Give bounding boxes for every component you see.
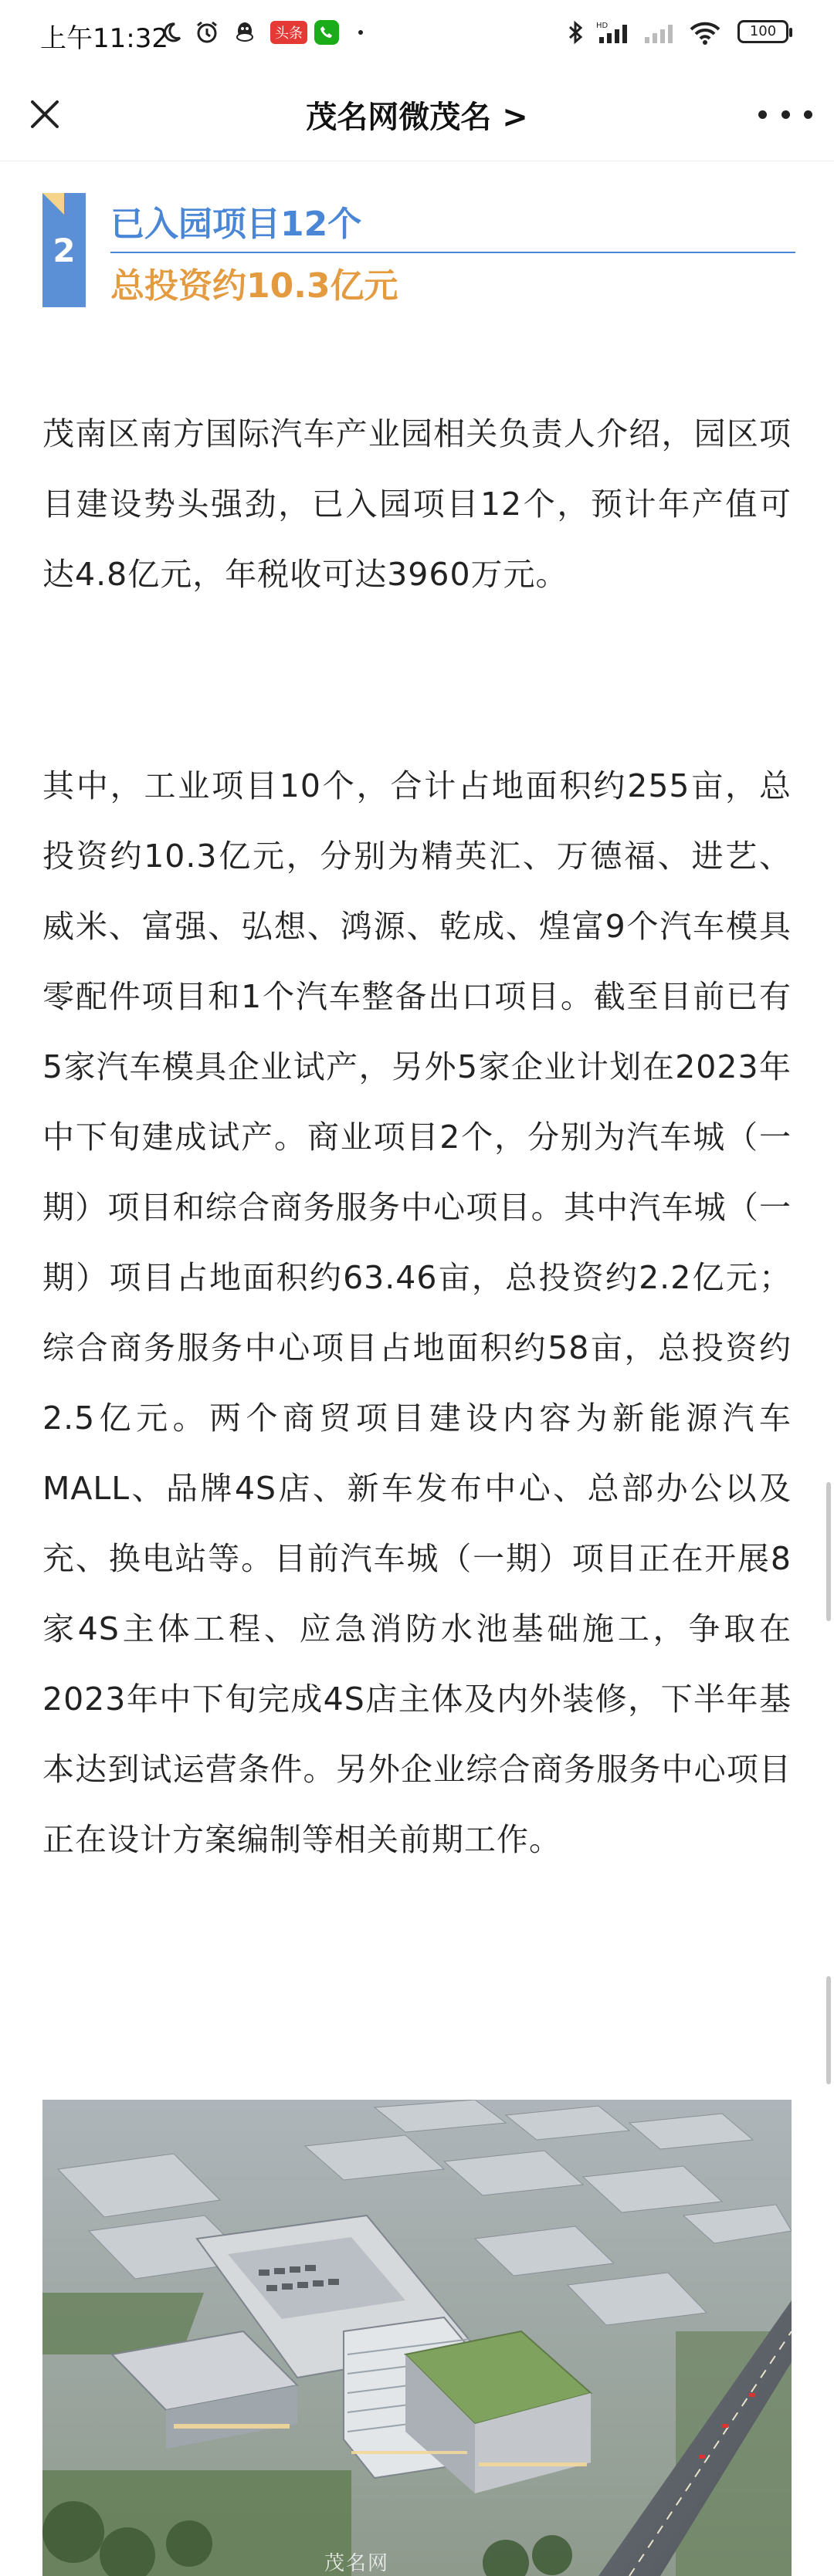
wifi-icon bbox=[686, 19, 724, 46]
more-icon-dot bbox=[758, 110, 767, 119]
industrial-park-image bbox=[42, 2100, 792, 2576]
article-photo[interactable] bbox=[42, 2100, 792, 2576]
dot-icon bbox=[355, 19, 366, 46]
account-title-link[interactable]: 茂名网微茂名 > bbox=[306, 100, 528, 135]
toutiao-icon bbox=[270, 19, 307, 46]
status-time: 上午11:32 bbox=[40, 23, 168, 54]
toutiao-badge: 头条 bbox=[270, 21, 307, 44]
section-subtitle: 总投资约10.3亿元 bbox=[110, 266, 398, 306]
corner-decoration bbox=[42, 193, 64, 215]
more-icon-dot bbox=[781, 110, 790, 119]
nav-bar bbox=[0, 68, 834, 161]
more-icon-dot bbox=[804, 110, 812, 119]
section-title: 已入园项目12个 bbox=[110, 205, 362, 244]
section-divider bbox=[110, 252, 795, 253]
section-number: 2 bbox=[53, 232, 76, 269]
moon-icon bbox=[158, 19, 185, 46]
bluetooth-icon bbox=[564, 19, 587, 46]
signal-icon bbox=[641, 19, 676, 46]
battery-indicator: 100 bbox=[737, 20, 788, 43]
scrollbar-thumb[interactable] bbox=[826, 1482, 831, 1621]
svg-text:HD: HD bbox=[596, 22, 609, 30]
phone-icon bbox=[313, 19, 341, 46]
status-bar bbox=[0, 0, 834, 68]
photo-watermark: 茂名网 bbox=[324, 2552, 390, 2575]
section-heading bbox=[42, 193, 795, 307]
signal-hd-icon bbox=[595, 19, 633, 46]
article-paragraph-2: 其中，工业项目10个，合计占地面积约255亩，总投资约10.3亿元，分别为精英汇、万德福、进艺、威米、富强、弘想、鸿源、乾成、煌富9个汽车模具零配件项目和1个汽车整备出口项目。截至目前已有5家汽车模具企业试产，另外5家企业计划在2023年中下旬建成试产。商业项目2个，分别为汽车城（一期）项目和综合商务服务中心项目。其中汽车城（一期）项目占地面积约63.46亩，总投资约2.2亿元；综合商务服务中心项目占地面积约58亩，总投资约2.5亿元。两个商贸项目建设内容为新能源汽车MALL、品牌4S店、新车发布中心、总部办公以及充、换电站等。目前汽车城（一期）项目正在开展8家4S主体工程、应急消防水池基础施工，争取在2023年中下旬完成4S店主体及内外装修，下半年基本达到试运营条件。另外企业综合商务服务中心项目正在设计方案编制等相关前期工作。 bbox=[42, 767, 792, 1858]
alarm-icon bbox=[193, 19, 221, 46]
qq-icon bbox=[232, 19, 258, 46]
section-number-box bbox=[42, 193, 86, 307]
more-button[interactable] bbox=[758, 93, 812, 136]
article-paragraph-1: 茂南区南方国际汽车产业园相关负责人介绍，园区项目建设势头强劲，已入园项目12个，预计年产值可达4.8亿元，年税收可达3960万元。 bbox=[42, 415, 792, 593]
scrollbar-thumb-secondary[interactable] bbox=[826, 1976, 831, 2084]
